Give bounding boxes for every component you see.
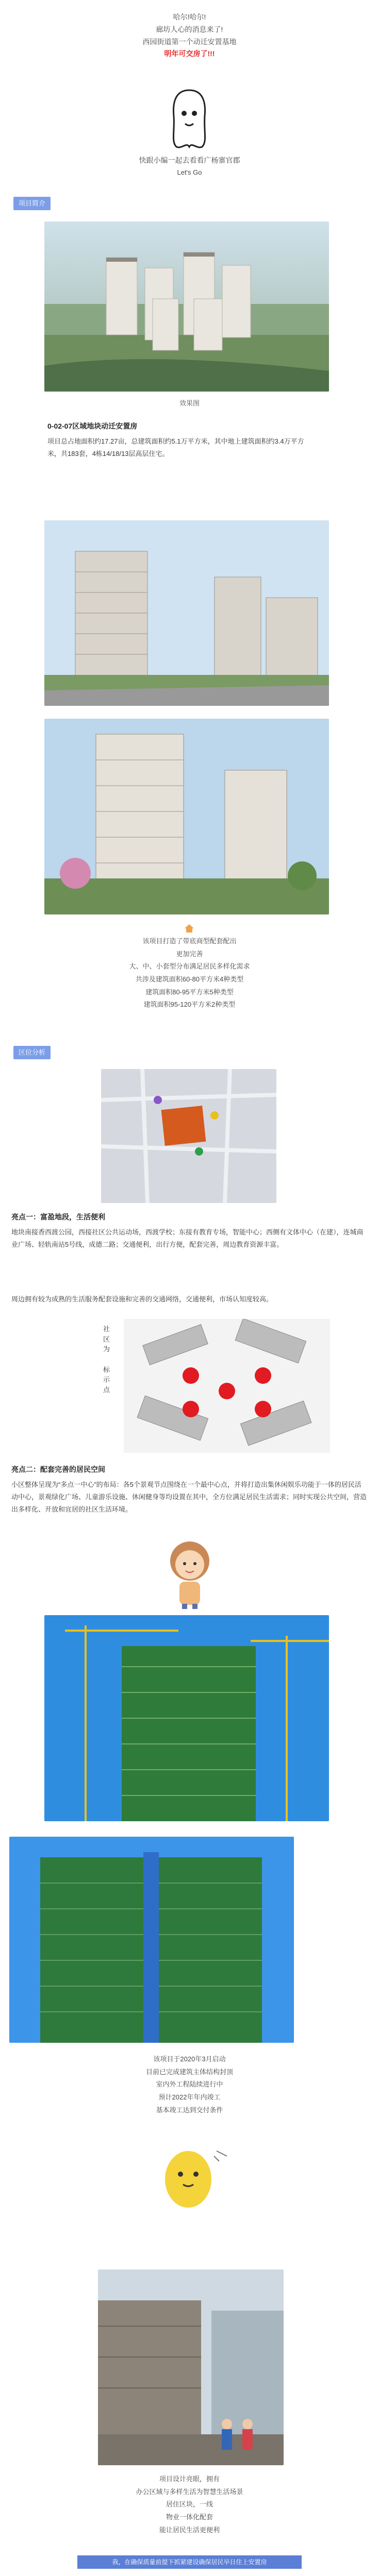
section-tag-location: 区位分析	[13, 1046, 51, 1059]
highlight-1-extra: 周边拥有较为成熟的生活服务配套设施和完善的交通网络，交通便利，市场认知度较高。	[11, 1295, 273, 1303]
closing-line-3: 居住区块，一线	[166, 2500, 213, 2509]
progress-text	[0, 2053, 379, 2116]
legend-char-2: 区	[103, 1335, 110, 1343]
construction-photo-1	[44, 1615, 329, 1821]
legend-char-5: 示	[103, 1376, 110, 1383]
site-plan-image	[124, 1319, 330, 1453]
closing-line-2: 办公区域与多样生活为智慧生活场景	[136, 2487, 243, 2496]
progress-line-5: 基本竣工达到交付条件	[156, 2106, 223, 2114]
mascot-illustration	[155, 2141, 232, 2213]
highlight-2	[11, 1463, 368, 1516]
highlight-1-title: 亮点一：富盈地段，生活便利	[11, 1213, 105, 1221]
progress-line-4: 预计2022年年内竣工	[158, 2093, 221, 2102]
desc-line-2: 更加完善	[176, 950, 203, 958]
go-block	[0, 155, 379, 178]
legend-char-1: 社	[103, 1325, 110, 1333]
legend-char-6: 点	[103, 1385, 110, 1394]
legend-char-4: 标	[103, 1365, 110, 1374]
highlight-1	[11, 1211, 368, 1251]
legend-char-3: 为	[103, 1345, 110, 1353]
closing-line-1: 项目设计亮眼，拥有	[159, 2475, 220, 2483]
construction-photo-3	[98, 2269, 284, 2465]
location-map-image	[101, 1069, 276, 1203]
desc-line-1: 该项目打造了带底商型配套配出	[142, 937, 237, 945]
desc-line-4: 共涉及建筑面积60-80平方米4种类型	[135, 975, 244, 984]
intro-line-3: 西园街道第一个动迁安置基地	[142, 37, 237, 46]
street-rendering-image-2	[44, 719, 329, 914]
street-rendering-image-1	[44, 520, 329, 706]
go-text: 快跟小编一起去看看广杨寨官郡	[139, 156, 240, 164]
closing-line-4: 物业一体化配套	[166, 2513, 213, 2521]
intro-line-1: 哈尔!哈尔!	[173, 13, 206, 21]
house-icon	[183, 922, 195, 935]
section-tag-intro: 项目简介	[13, 197, 51, 210]
progress-line-1: 该项目于2020年3月启动	[153, 2055, 226, 2063]
rendering-caption: 效果图	[179, 399, 200, 407]
project-text	[47, 420, 317, 460]
project-title: 0-02-07区域地块动迁安置房	[47, 422, 138, 430]
aerial-rendering-image	[44, 222, 329, 392]
highlight-banner: 我，在确保质量前提下抓紧建设确保居民早日住上安置房	[77, 2555, 302, 2569]
highlight-2-body: 小区整体呈现为“多点一中心”的布局：各5个景观节点围绕在一个最中心点，并将打造出集休闲娱乐功能于一体的居民活动中心，景观绿化广场、儿童游乐设施、休闲健身等均设置在其中，全方位满足居民生活需求；同时实现公共空间，营造出多样化、开放和宜居的社区生活环境。	[11, 1480, 367, 1513]
progress-line-3: 室内外工程陆续进行中	[156, 2080, 223, 2089]
closing-line-5: 能让居民生活更便利	[159, 2526, 220, 2534]
construction-photo-2	[9, 1837, 294, 2043]
desc-line-3: 大、中、小套型分布满足居民多样化需求	[129, 962, 250, 971]
progress-line-2: 目前已完成建筑主体结构封顶	[145, 2067, 233, 2076]
intro-warn: 明年可交房了!!!	[164, 49, 215, 58]
desc-line-6: 建筑面积95-120平方米2种类型	[143, 1001, 236, 1009]
closing-text	[0, 2473, 379, 2536]
intro-line-2: 廊坊人心的消息来了!	[156, 25, 223, 33]
project-body: 项目总占地面积约17.27亩，总建筑面积约5.1万平方米，其中地上建筑面积约3.4万平方米，共183套，4栋14/18/13层高层住宅。	[47, 437, 304, 457]
intro-block	[0, 11, 379, 60]
project-desc	[0, 935, 379, 1011]
desc-line-5: 建筑面积80-95平方米5种类型	[145, 988, 234, 996]
highlight-2-title: 亮点二：配套完善的居民空间	[11, 1465, 105, 1473]
site-plan-legend	[103, 1324, 113, 1427]
highlight-1-body: 地块南接香西渡公园，西接社区公共运动场，西渡学校；东接有教育专场，智能中心；西侧有文体中心（在建），连城商业广场、轻轨南站5号线，成德二路；交通便利，出行方便，配套完善，周边教育资源丰富。	[11, 1228, 364, 1248]
go-subtext: Let's Go	[177, 168, 202, 176]
cartoon-girl-illustration	[165, 1538, 215, 1610]
ghost-illustration	[163, 85, 215, 152]
